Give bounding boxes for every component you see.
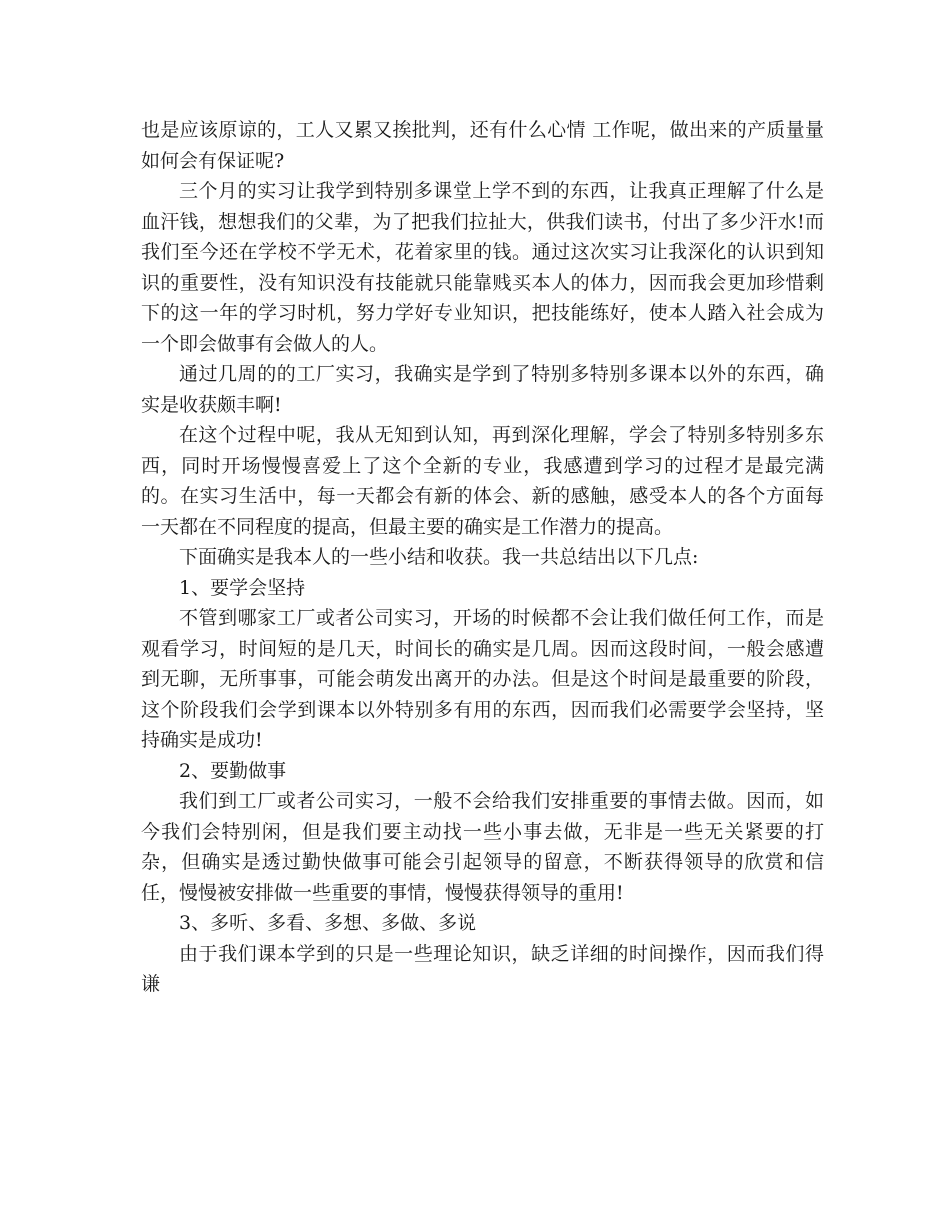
paragraph-learning-process: 在这个过程中呢，我从无知到认知，再到深化理解，学会了特别多特别多东西，同时开场慢慢喜爱上了这个全新的专业，我感遭到学习的过程才是最完满的。在实习生活中，每一天都会有新的体会、新的感触，感受本人的各个方面每一天都在不同程度的提高，但最主要的确实是工作潜力的提高。 [141,424,824,538]
paragraph-point-3: 由于我们课本学到的只是一些理论知识，缺乏详细的时间操作，因而我们得谦 [141,942,824,995]
paragraph-continuation: 也是应该原谅的，工人又累又挨批判，还有什么心情 工作呢，做出来的产质量量如何会有保证呢? [141,119,824,172]
paragraph-internship-reflection: 三个月的实习让我学到特别多课堂上学不到的东西，让我真正理解了什么是血汗钱，想想我们的父辈，为了把我们拉扯大，供我们读书，付出了多少汗水!而我们至今还在学校不学无术，花着家里的钱。通过这次实习让我深化的认识到知识的重要性，没有知识没有技能就只能靠贱买本人的体力，因而我会更加珍惜剩下的这一年的学习时机，努力学好专业知识，把技能练好，使本人踏入社会成为一个即会做事有会做人的人。 [141,180,824,355]
heading-point-3: 3、多听、多看、多想、多做、多说 [179,912,477,934]
paragraph-summary-intro: 下面确实是我本人的一些小结和收获。我一共总结出以下几点: [179,546,699,568]
paragraph-factory-gains: 通过几周的的工厂实习，我确实是学到了特别多特别多课本以外的东西，确实是收获颇丰啊! [141,363,824,416]
paragraph-point-1: 不管到哪家工厂或者公司实习，开场的时候都不会让我们做任何工作，而是观看学习，时间短的是几天，时间长的确实是几周。因而这段时间，一般会感遭到无聊，无所事事，可能会萌发出离开的办法。但是这个时间是最重要的阶段，这个阶段我们会学到课本以外特别多有用的东西，因而我们必需要学会坚持，坚持确实是成功! [141,607,824,751]
document-body [141,115,824,1000]
heading-point-2: 2、要勤做事 [179,759,287,782]
heading-point-1: 1、要学会坚持 [179,576,306,599]
paragraph-point-2: 我们到工厂或者公司实习，一般不会给我们安排重要的事情去做。因而，如今我们会特别闲，但是我们要主动找一些小事去做，无非是一些无关紧要的打杂，但确实是透过勤快做事可能会引起领导的留意，不断获得领导的欣赏和信任，慢慢被安排做一些重要的事情，慢慢获得领导的重用! [141,790,824,904]
